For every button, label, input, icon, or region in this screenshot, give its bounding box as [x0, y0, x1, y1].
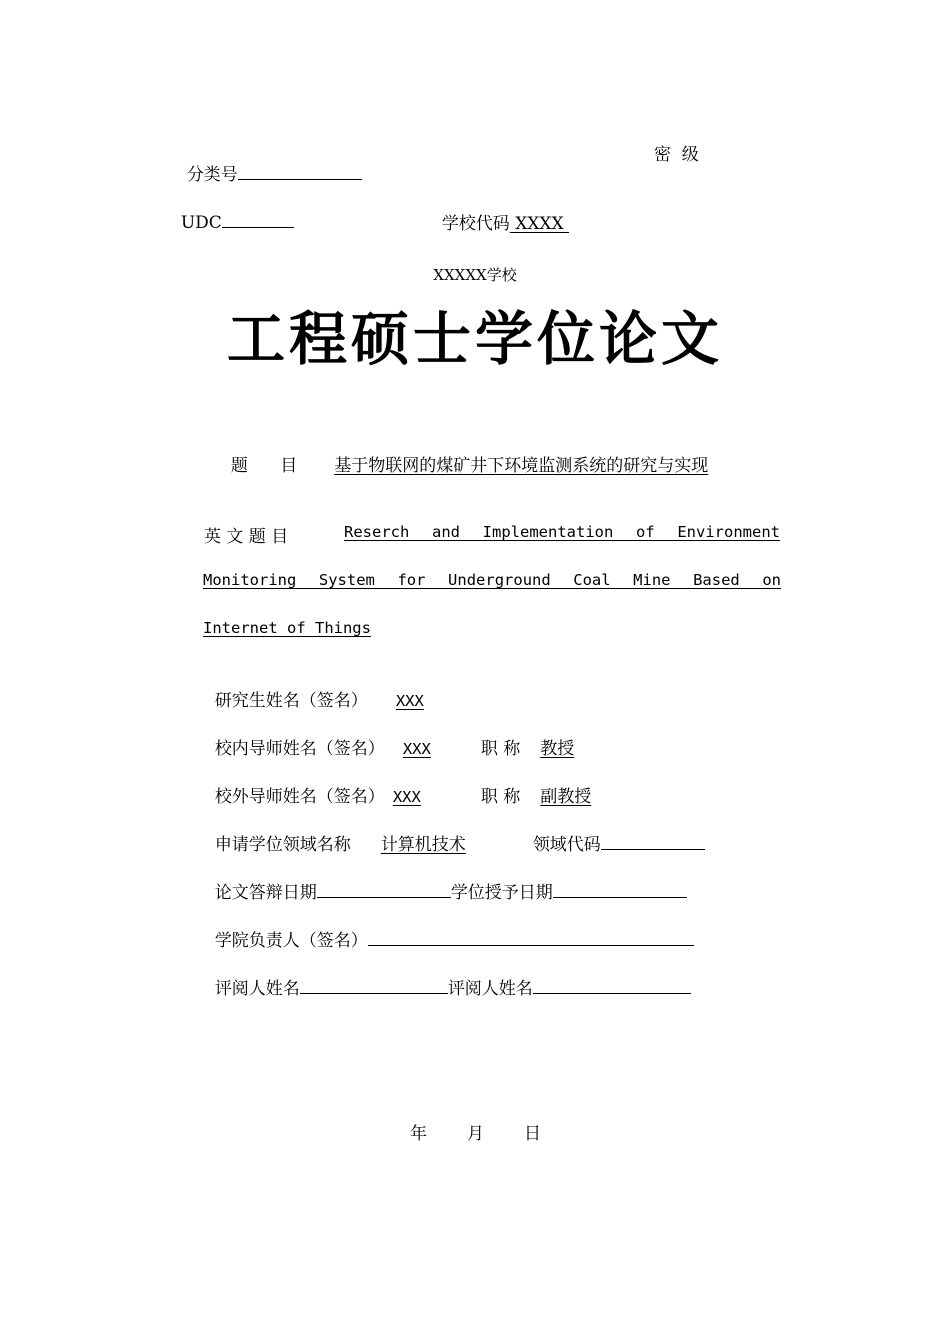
english-title-line-2: Monitoring System for Underground Coal Mine Based on: [203, 571, 781, 589]
inner-advisor-row: [204, 714, 606, 759]
school-name: XXXXX学校: [433, 266, 517, 284]
degree-field-row: [204, 810, 705, 855]
defense-date-field[interactable]: [317, 879, 451, 898]
outer-advisor-title-label: 职 称: [480, 787, 521, 807]
inner-advisor-title: 教授: [540, 739, 575, 759]
student-row: [204, 666, 521, 711]
outer-advisor-row: [204, 762, 625, 807]
student-name: XXX: [395, 692, 424, 710]
date-year: 年: [410, 1124, 427, 1144]
reviewer1-field[interactable]: [300, 975, 448, 994]
degree-field-label: 申请学位领域名称: [214, 835, 351, 855]
school-code-label: 学校代码: [441, 214, 510, 234]
date-month: 月: [467, 1124, 484, 1144]
reviewer2-field[interactable]: [533, 975, 691, 994]
udc-field[interactable]: [222, 209, 294, 228]
outer-advisor-label: 校外导师姓名（签名）: [214, 787, 385, 807]
school-code-value: XXXX: [509, 214, 570, 234]
field-code-label: 领域代码: [532, 835, 601, 855]
reviewer1-label: 评阅人姓名: [214, 979, 300, 999]
thesis-title-value: 基于物联网的煤矿井下环境监测系统的研究与实现: [334, 456, 709, 476]
page-title: 工程硕士学位论文: [226, 305, 723, 373]
reviewer-row: [204, 954, 691, 999]
inner-advisor-name: XXX: [402, 740, 431, 758]
field-code-field[interactable]: [601, 831, 705, 850]
class-number-field[interactable]: [238, 161, 362, 180]
udc-row: [170, 189, 294, 233]
defense-date-label: 论文答辩日期: [214, 883, 317, 903]
outer-advisor-name: XXX: [392, 788, 421, 806]
inner-advisor-title-label: 职 称: [480, 739, 521, 759]
secret-level-label: 密 级: [654, 145, 699, 165]
reviewer2-label: 评阅人姓名: [447, 979, 533, 999]
english-title-label: 英 文 题 目: [204, 527, 289, 547]
udc-label: UDC: [180, 213, 222, 233]
dean-label: 学院负责人（签名）: [214, 931, 368, 951]
school-code-row: [431, 189, 569, 234]
english-title-line-1: Reserch and Implementation of Environment: [344, 523, 780, 541]
degree-field-value: 计算机技术: [380, 835, 466, 855]
student-label: 研究生姓名（签名）: [214, 691, 368, 711]
date-day: 日: [524, 1124, 541, 1144]
thesis-title-label: 题 目: [230, 456, 298, 476]
outer-advisor-title: 副教授: [540, 787, 592, 807]
inner-advisor-label: 校内导师姓名（签名）: [214, 739, 385, 759]
english-title-line-3: Internet of Things: [203, 619, 371, 637]
dean-row: [204, 906, 694, 951]
class-number-label: 分类号: [186, 165, 238, 185]
thesis-title-row: [220, 431, 824, 476]
date-row: [204, 858, 687, 903]
dean-signature-field[interactable]: [368, 927, 694, 946]
class-number-row: [176, 140, 362, 185]
award-date-label: 学位授予日期: [450, 883, 553, 903]
award-date-field[interactable]: [553, 879, 687, 898]
